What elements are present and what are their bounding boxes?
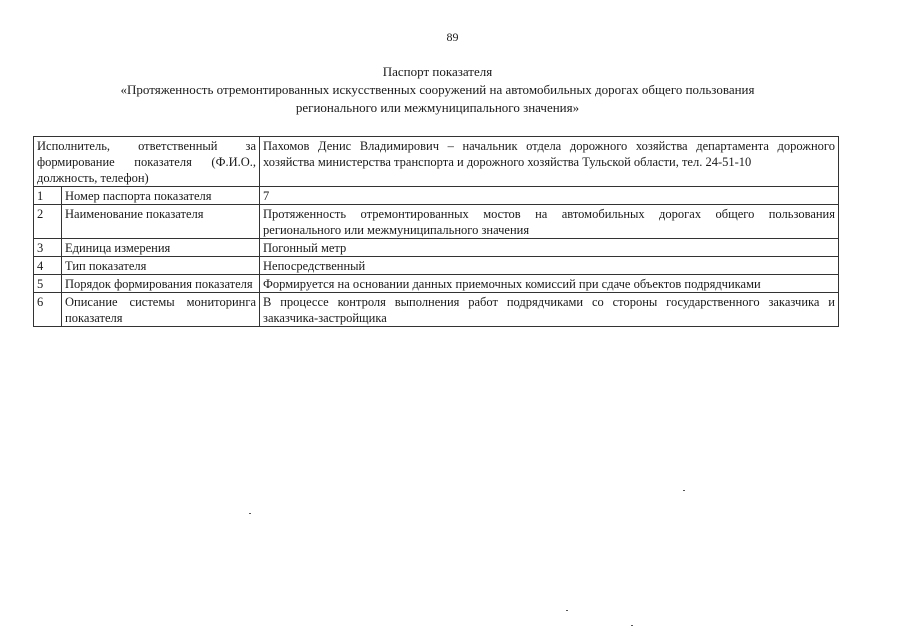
row-label: Наименование показателя	[62, 205, 260, 239]
table-row	[34, 257, 839, 275]
row-number: 2	[34, 205, 62, 239]
row-label: Тип показателя	[62, 257, 260, 275]
row-value: Формируется на основании данных приемочных комиссий при сдаче объектов подрядчиками	[260, 275, 839, 293]
row-label: Описание системы мониторинга показателя	[62, 293, 260, 327]
scan-speck	[683, 490, 685, 491]
page-number: 89	[446, 30, 459, 44]
row-value: Погонный метр	[260, 239, 839, 257]
executor-value: Пахомов Денис Владимирович – начальник отдела дорожного хозяйства департамента дорожного хозяйства министерства транспорта и дорожного хозяйства Тульской области, тел. 24-51-10	[260, 137, 839, 187]
executor-label: Исполнитель, ответственный за формирование показателя (Ф.И.О., должность, телефон)	[34, 137, 260, 187]
table-row-executor	[34, 137, 839, 187]
row-number: 1	[34, 187, 62, 205]
table-row	[34, 239, 839, 257]
scan-speck	[631, 625, 633, 626]
table-row	[34, 187, 839, 205]
row-number: 3	[34, 239, 62, 257]
row-number: 6	[34, 293, 62, 327]
title-line-3: регионального или межмуниципального значения»	[295, 100, 580, 115]
row-value: Непосредственный	[260, 257, 839, 275]
table-row	[34, 205, 839, 239]
table-row	[34, 293, 839, 327]
row-value: 7	[260, 187, 839, 205]
row-value: В процессе контроля выполнения работ подрядчиками со стороны государственного заказчика и заказчика-застройщика	[260, 293, 839, 327]
row-label: Единица измерения	[62, 239, 260, 257]
table-row	[34, 275, 839, 293]
row-value: Протяженность отремонтированных мостов на автомобильных дорогах общего пользования регионального или межмуниципального значения	[260, 205, 839, 239]
passport-title	[40, 63, 835, 117]
row-number: 5	[34, 275, 62, 293]
row-number: 4	[34, 257, 62, 275]
passport-table	[33, 136, 839, 327]
scan-speck	[249, 513, 251, 514]
title-line-2: «Протяженность отремонтированных искусственных сооружений на автомобильных дорогах общего пользования	[120, 82, 755, 97]
row-label: Номер паспорта показателя	[62, 187, 260, 205]
row-label: Порядок формирования показателя	[62, 275, 260, 293]
title-line-1: Паспорт показателя	[382, 64, 493, 79]
scan-speck	[566, 610, 568, 611]
